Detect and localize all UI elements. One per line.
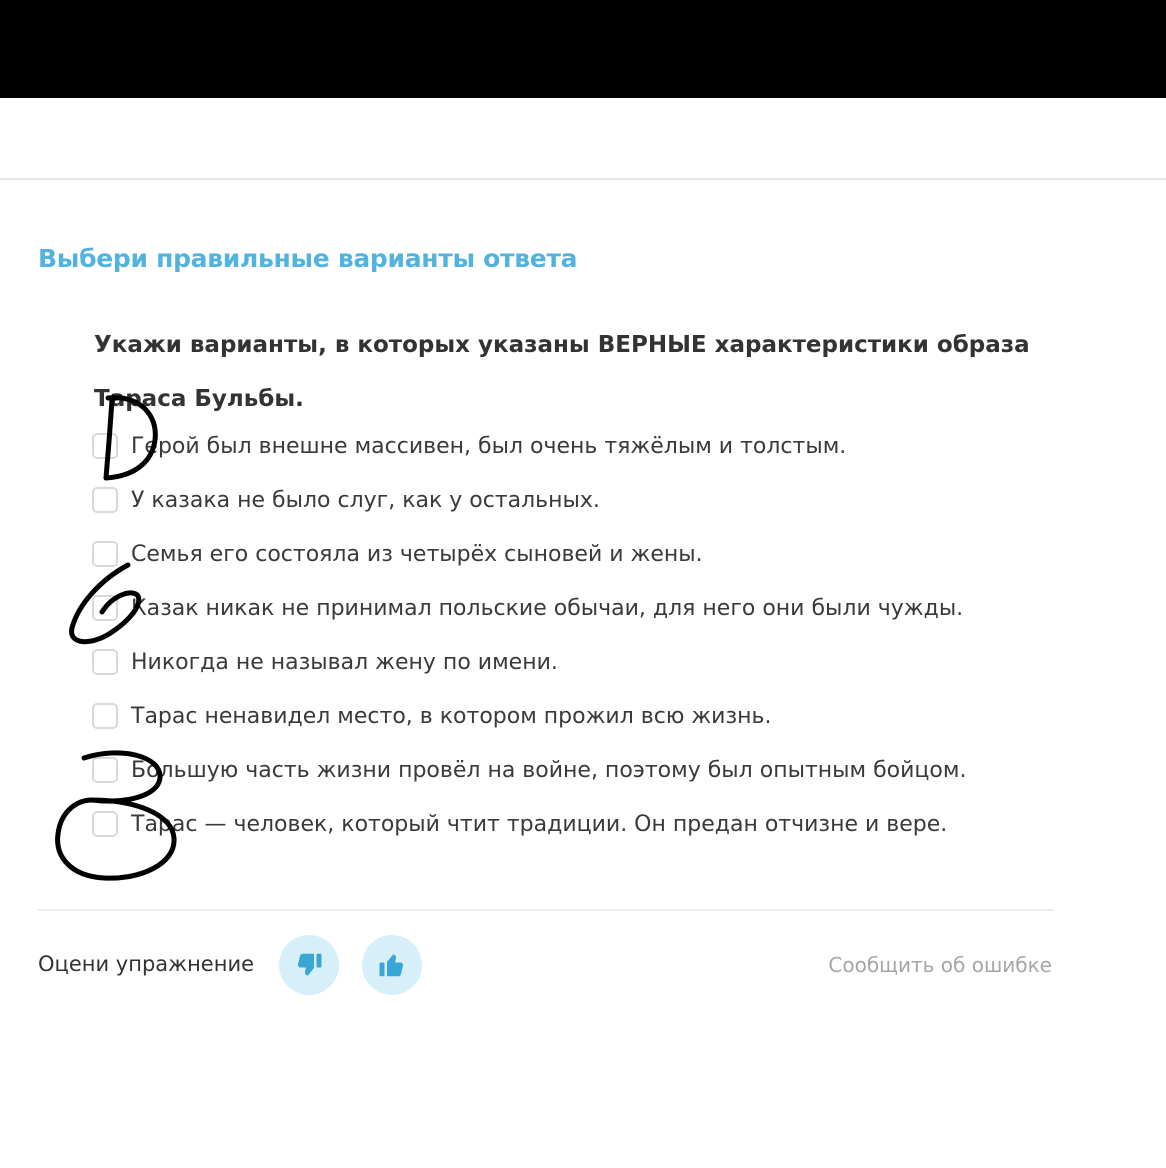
like-button[interactable] (362, 935, 422, 995)
report-error-link[interactable]: Сообщить об ошибке (828, 953, 1052, 977)
answer-option[interactable] (92, 473, 966, 527)
question-text: Укажи варианты, в которых указаны ВЕРНЫЕ характеристики образа Тараса Бульбы. (94, 332, 1030, 412)
section-title: Выбери правильные варианты ответа (38, 244, 578, 273)
option-label[interactable]: Герой был внешне массивен, был очень тяжёлым и толстым. (131, 433, 847, 459)
header-divider (0, 178, 1166, 180)
thumbs-up-icon (377, 950, 407, 980)
option-label[interactable]: Казак никак не принимал польские обычаи, для него они были чужды. (131, 595, 964, 621)
option-label[interactable]: У казака не было слуг, как у остальных. (131, 487, 600, 513)
answer-option[interactable] (92, 419, 966, 473)
option-checkbox[interactable] (92, 595, 118, 621)
option-label[interactable]: Тарас — человек, который чтит традиции. Он предан отчизне и вере. (131, 811, 948, 837)
answer-option[interactable] (92, 743, 966, 797)
answer-option[interactable] (92, 635, 966, 689)
option-checkbox[interactable] (92, 703, 118, 729)
answer-option[interactable] (92, 689, 966, 743)
option-label[interactable]: Тарас ненавидел место, в котором прожил всю жизнь. (131, 703, 772, 729)
answer-options (92, 419, 966, 851)
answer-option[interactable] (92, 797, 966, 851)
dislike-button[interactable] (279, 935, 339, 995)
rate-exercise-label: Оцени упражнение (38, 952, 255, 976)
option-label[interactable]: Большую часть жизни провёл на войне, поэтому был опытным бойцом. (131, 757, 967, 783)
answer-option[interactable] (92, 527, 966, 581)
option-checkbox[interactable] (92, 541, 118, 567)
option-checkbox[interactable] (92, 487, 118, 513)
option-checkbox[interactable] (92, 433, 118, 459)
thumbs-down-icon (294, 950, 324, 980)
option-checkbox[interactable] (92, 757, 118, 783)
option-label[interactable]: Семья его состояла из четырёх сыновей и жены. (131, 541, 703, 567)
top-black-bar (0, 0, 1166, 98)
answer-option[interactable] (92, 581, 966, 635)
option-checkbox[interactable] (92, 649, 118, 675)
footer-divider (38, 909, 1054, 911)
option-label[interactable]: Никогда не называл жену по имени. (131, 649, 558, 675)
option-checkbox[interactable] (92, 811, 118, 837)
